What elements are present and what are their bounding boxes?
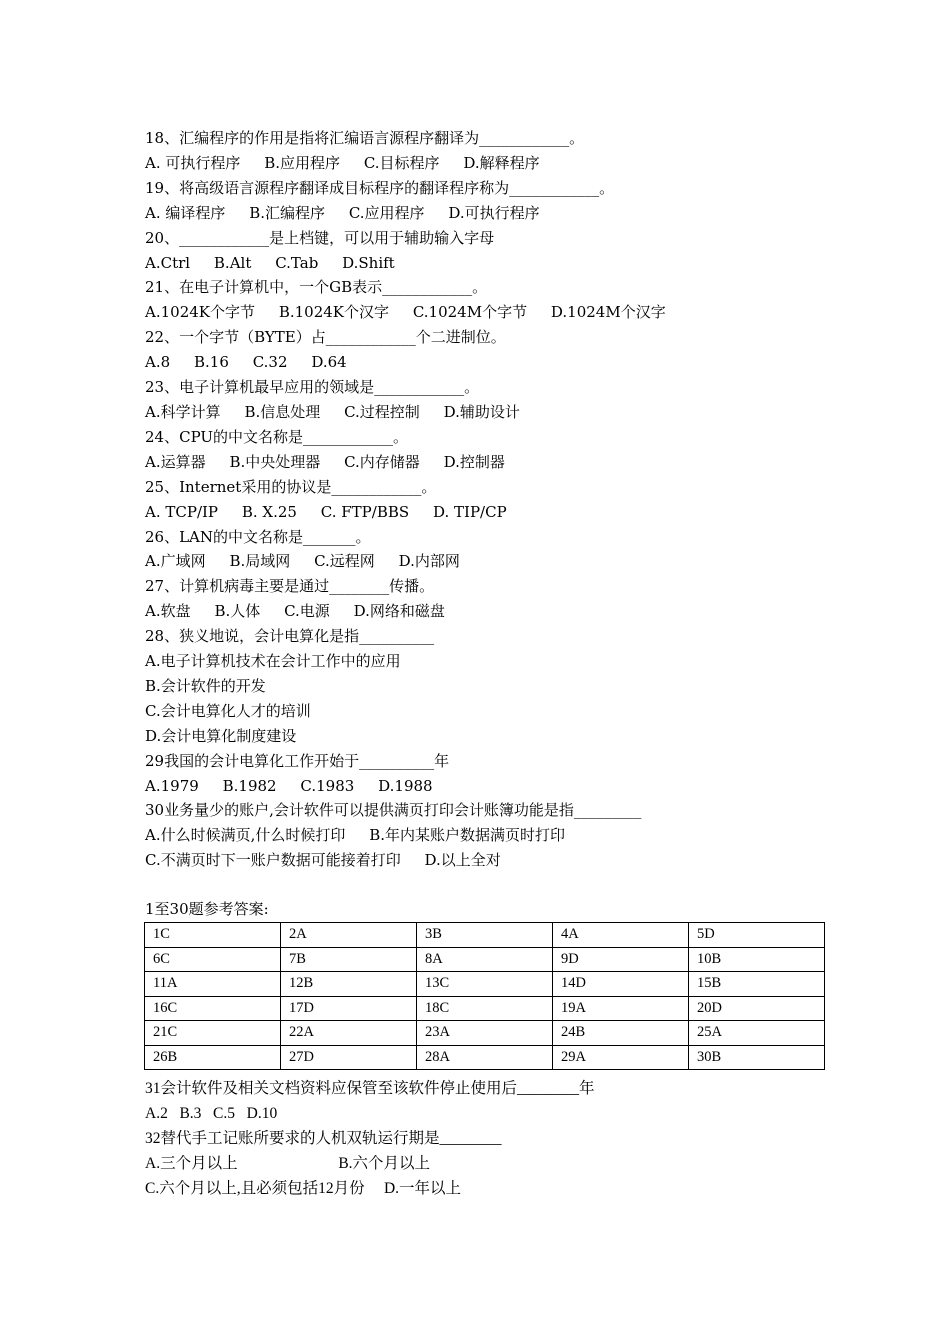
- answer-cell: 26B: [145, 1045, 281, 1070]
- answer-cell: 22A: [280, 1021, 416, 1046]
- options-27: A.软盘 B.人体 C.电源 D.网络和磁盘: [145, 602, 445, 620]
- answer-cell: 20D: [688, 996, 824, 1021]
- options-32-ab: A.三个月以上 B.六个月以上: [145, 1155, 431, 1172]
- question-21: 21、在电子计算机中，一个GB表示____________。: [145, 278, 488, 296]
- answer-table: [144, 922, 825, 1070]
- answer-cell: 4A: [552, 923, 688, 948]
- answer-cell: 8A: [416, 947, 552, 972]
- option-28-a: A.电子计算机技术在会计工作中的应用: [145, 652, 401, 670]
- options-26: A.广域网 B.局域网 C.远程网 D.内部网: [145, 552, 460, 570]
- question-19: 19、将高级语言源程序翻译成目标程序的翻译程序称为____________。: [145, 179, 615, 197]
- options-25: A. TCP/IP B. X.25 C. FTP/BBS D. TIP/CP: [145, 503, 507, 521]
- question-25: 25、Internet采用的协议是____________。: [145, 478, 437, 496]
- answer-cell: 9D: [552, 947, 688, 972]
- question-27: 27、计算机病毒主要是通过________传播。: [145, 577, 435, 595]
- options-19: A. 编译程序 B.汇编程序 C.应用程序 D.可执行程序: [145, 204, 540, 222]
- answer-cell: 16C: [145, 996, 281, 1021]
- question-28: 28、狭义地说，会计电算化是指__________: [145, 627, 435, 645]
- question-18: 18、汇编程序的作用是指将汇编语言源程序翻译为____________。: [145, 129, 585, 147]
- table-row: [145, 947, 825, 972]
- options-31: A.2 B.3 C.5 D.10: [145, 1105, 278, 1122]
- answer-cell: 6C: [145, 947, 281, 972]
- option-28-d: D.会计电算化制度建设: [145, 727, 297, 745]
- table-row: [145, 996, 825, 1021]
- answer-cell: 27D: [280, 1045, 416, 1070]
- table-row: [145, 1021, 825, 1046]
- answer-cell: 25A: [688, 1021, 824, 1046]
- option-28-c: C.会计电算化人才的培训: [145, 702, 311, 720]
- answer-cell: 19A: [552, 996, 688, 1021]
- options-30-ab: A.什么时候满页,什么时候打印 B.年内某账户数据满页时打印: [145, 826, 566, 844]
- options-18: A. 可执行程序 B.应用程序 C.目标程序 D.解释程序: [145, 154, 540, 172]
- answer-cell: 12B: [280, 972, 416, 997]
- options-29: A.1979 B.1982 C.1983 D.1988: [145, 777, 433, 795]
- option-28-b: B.会计软件的开发: [145, 677, 266, 695]
- question-22: 22、一个字节（BYTE）占____________个二进制位。: [145, 328, 506, 346]
- answer-cell: 21C: [145, 1021, 281, 1046]
- table-row: [145, 1045, 825, 1070]
- options-22: A.8 B.16 C.32 D.64: [145, 353, 347, 371]
- options-32-cd: C.六个月以上,且必须包括12月份 D.一年以上: [145, 1180, 462, 1197]
- table-row: [145, 972, 825, 997]
- question-29: 29我国的会计电算化工作开始于__________年: [145, 752, 450, 770]
- question-31: 31会计软件及相关文档资料应保管至该软件停止使用后________年: [145, 1080, 595, 1097]
- answer-cell: 3B: [416, 923, 552, 948]
- question-30: 30业务量少的账户,会计软件可以提供满页打印会计账簿功能是指_________: [145, 801, 642, 819]
- answer-cell: 1C: [145, 923, 281, 948]
- answer-cell: 23A: [416, 1021, 552, 1046]
- answer-cell: 5D: [688, 923, 824, 948]
- question-20: 20、____________是上档键，可以用于辅助输入字母: [145, 229, 495, 247]
- question-26: 26、LAN的中文名称是_______。: [145, 528, 371, 546]
- question-32: 32替代手工记账所要求的人机双轨运行期是________: [145, 1130, 502, 1147]
- answer-cell: 11A: [145, 972, 281, 997]
- answer-cell: 15B: [688, 972, 824, 997]
- options-24: A.运算器 B.中央处理器 C.内存储器 D.控制器: [145, 453, 505, 471]
- question-23: 23、电子计算机最早应用的领域是____________。: [145, 378, 480, 396]
- answer-cell: 10B: [688, 947, 824, 972]
- options-30-cd: C.不满页时下一账户数据可能接着打印 D.以上全对: [145, 851, 501, 869]
- options-21: A.1024K个字节 B.1024K个汉字 C.1024M个字节 D.1024M个汉字: [145, 303, 666, 321]
- answer-cell: 29A: [552, 1045, 688, 1070]
- answer-cell: 24B: [552, 1021, 688, 1046]
- answer-cell: 17D: [280, 996, 416, 1021]
- answer-cell: 7B: [280, 947, 416, 972]
- answer-cell: 30B: [688, 1045, 824, 1070]
- answer-cell: 13C: [416, 972, 552, 997]
- answer-cell: 14D: [552, 972, 688, 997]
- answer-cell: 18C: [416, 996, 552, 1021]
- answer-cell: 2A: [280, 923, 416, 948]
- question-24: 24、CPU的中文名称是____________。: [145, 428, 409, 446]
- table-row: [145, 923, 825, 948]
- answers-title: 1至30题参考答案:: [145, 900, 269, 918]
- options-23: A.科学计算 B.信息处理 C.过程控制 D.辅助设计: [145, 403, 520, 421]
- answer-cell: 28A: [416, 1045, 552, 1070]
- options-20: A.Ctrl B.Alt C.Tab D.Shift: [145, 254, 395, 272]
